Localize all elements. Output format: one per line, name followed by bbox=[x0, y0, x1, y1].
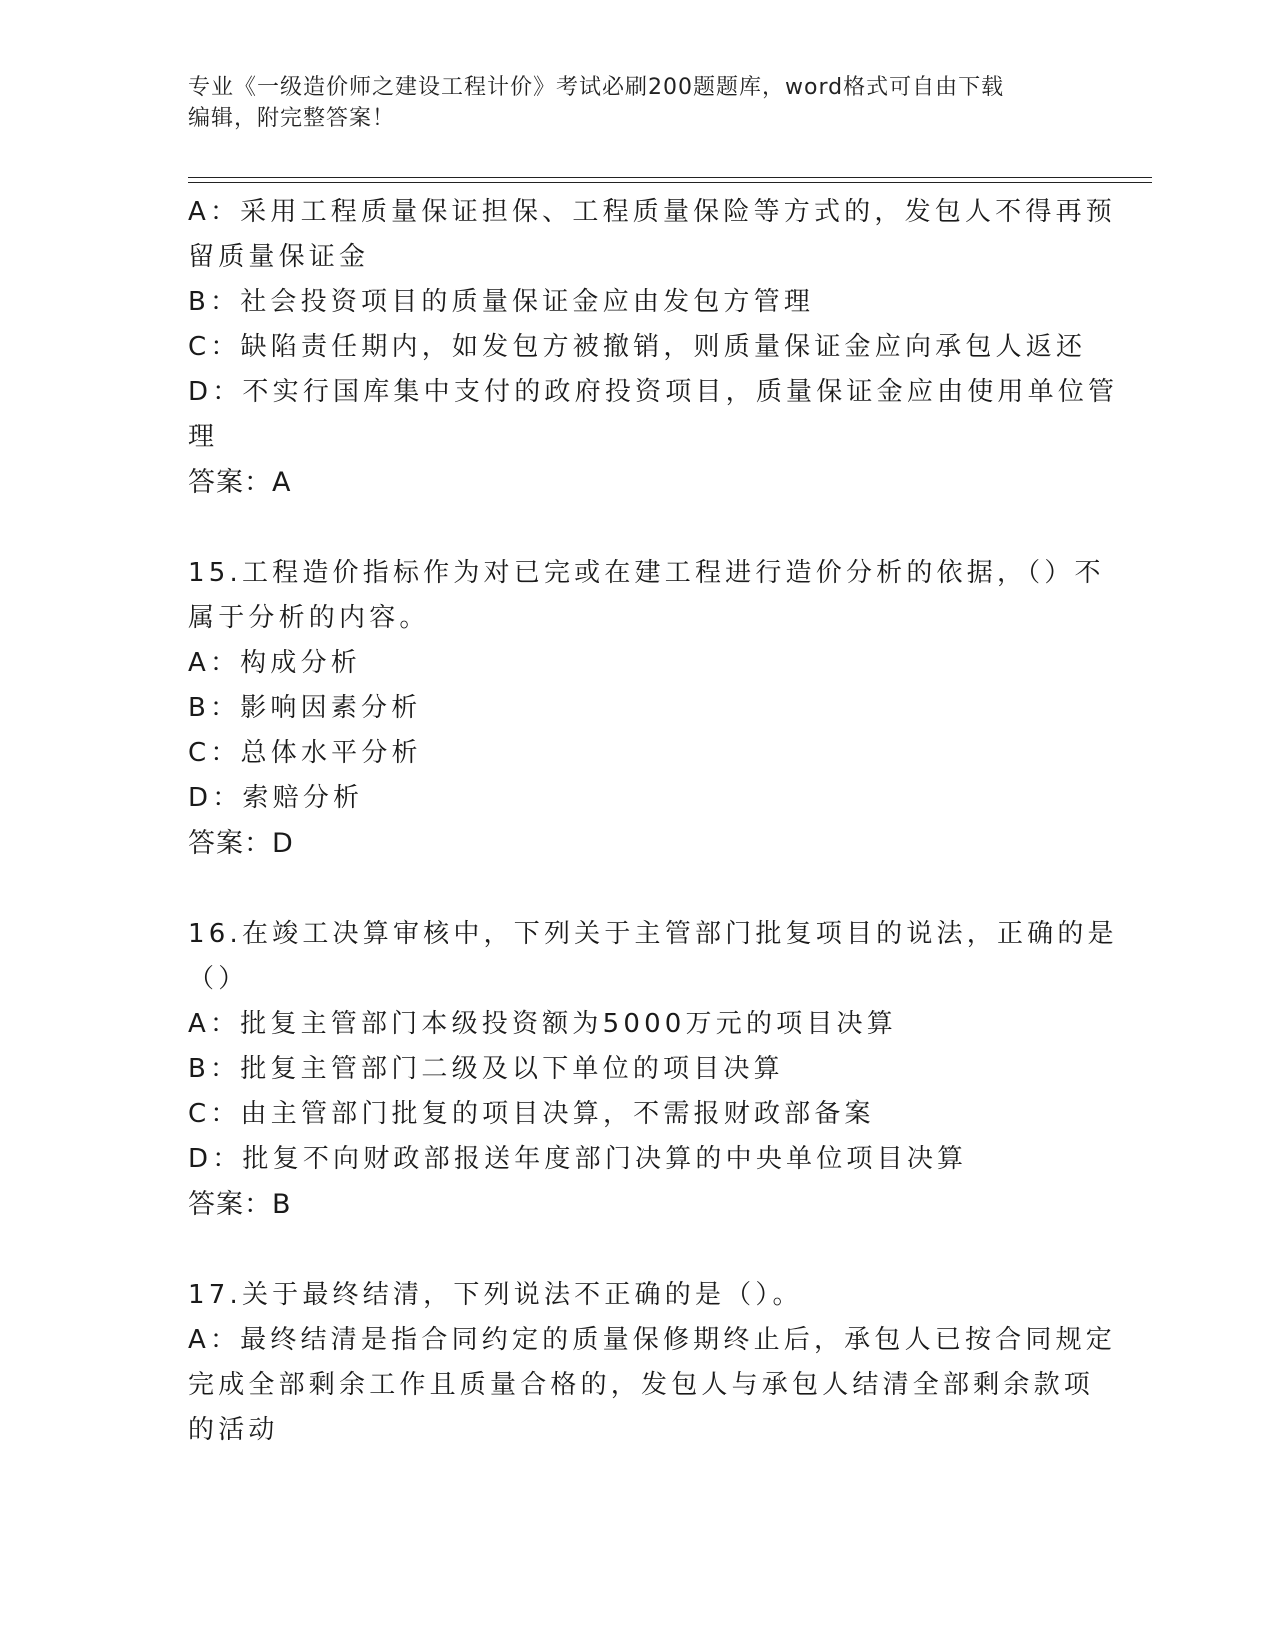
option-a-line-1: A：最终结清是指合同约定的质量保修期终止后，承包人已按合同规定 bbox=[188, 1325, 1116, 1355]
header-divider-bottom bbox=[188, 182, 1152, 183]
spacer bbox=[188, 505, 1068, 551]
option-a-line-1: A：采用工程质量保证担保、工程质量保险等方式的，发包人不得再预 bbox=[188, 197, 1116, 227]
question-16-stem-line-1: 16.在竣工决算审核中，下列关于主管部门批复项目的说法，正确的是 bbox=[188, 919, 1118, 949]
option-a: A：批复主管部门本级投资额为5000万元的项目决算 bbox=[188, 1009, 897, 1039]
question-16-stem-line-2: （） bbox=[188, 964, 249, 994]
option-b: B：批复主管部门二级及以下单位的项目决算 bbox=[188, 1054, 784, 1084]
option-a-line-2: 留质量保证金 bbox=[188, 242, 370, 272]
spacer bbox=[188, 1227, 1068, 1273]
question-17 bbox=[188, 1273, 1116, 1453]
question-15-stem-line-1: 15.工程造价指标作为对已完或在建工程进行造价分析的依据，（）不 bbox=[188, 558, 1105, 588]
option-d: D：索赔分析 bbox=[188, 783, 364, 813]
option-b: B：影响因素分析 bbox=[188, 693, 422, 723]
answer-16: 答案：B bbox=[188, 1189, 292, 1220]
question-16 bbox=[188, 912, 1118, 1227]
option-b: B：社会投资项目的质量保证金应由发包方管理 bbox=[188, 287, 815, 317]
option-c: C：由主管部门批复的项目决算，不需报财政部备案 bbox=[188, 1099, 875, 1129]
answer-15: 答案：D bbox=[188, 828, 294, 859]
spacer bbox=[188, 866, 1068, 912]
header-title-line-1: 专业《一级造价师之建设工程计价》考试必刷200题题库，word格式可自由下载 bbox=[188, 75, 1005, 100]
option-d-line-1: D：不实行国库集中支付的政府投资项目，质量保证金应由使用单位管 bbox=[188, 377, 1119, 407]
question-14-options bbox=[188, 190, 1119, 505]
option-a-line-3: 的活动 bbox=[188, 1415, 279, 1445]
question-15 bbox=[188, 551, 1105, 866]
document-body bbox=[188, 190, 1119, 1453]
header-divider-top bbox=[188, 177, 1152, 178]
question-17-stem: 17.关于最终结清，下列说法不正确的是（）。 bbox=[188, 1280, 803, 1310]
header-title-line-2: 编辑，附完整答案！ bbox=[188, 106, 396, 131]
option-a-line-2: 完成全部剩余工作且质量合格的，发包人与承包人结清全部剩余款项 bbox=[188, 1370, 1095, 1400]
option-c: C：总体水平分析 bbox=[188, 738, 422, 768]
option-d-line-2: 理 bbox=[188, 422, 219, 452]
document-header bbox=[188, 72, 1068, 134]
question-15-stem-line-2: 属于分析的内容。 bbox=[188, 603, 430, 633]
answer-14: 答案：A bbox=[188, 467, 292, 498]
option-d: D：批复不向财政部报送年度部门决算的中央单位项目决算 bbox=[188, 1144, 968, 1174]
option-c: C：缺陷责任期内，如发包方被撤销，则质量保证金应向承包人返还 bbox=[188, 332, 1087, 362]
option-a: A：构成分析 bbox=[188, 648, 361, 678]
